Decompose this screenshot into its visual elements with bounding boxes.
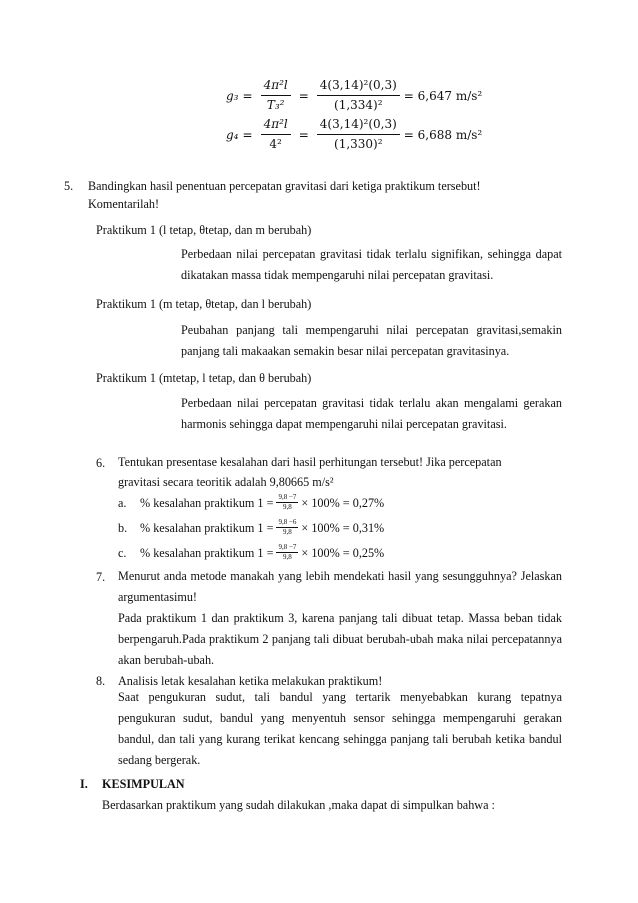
equation-g3: g₃ = $\frac{\text{4π²l}}{\text{T₃²}}$ = $\frac{\text{4(3,14)²(0,3)}}{\text{(1,334)²}}$ = 6,647 m/s²	[226, 78, 483, 112]
eq-g3-den1: T₃²	[266, 98, 285, 112]
q5-praktikum3-body: Perbedaan nilai percepatan gravitasi tidak terlalu akan mengalami gerakan harmonis sehingga dapat mempengaruhi nilai percepatan gravitasi.	[181, 396, 562, 431]
q6-item-a	[118, 492, 384, 514]
q6-number: 6.	[96, 456, 106, 470]
q6-item-den: 9,8	[283, 552, 292, 561]
section-title: KESIMPULAN	[102, 777, 185, 791]
q6-item-num: 9,8 −6	[278, 517, 297, 526]
q5-praktikum1-body: Perbedaan nilai percepatan gravitasi tidak terlalu signifikan, sehingga dapat dikatakan massa tidak mempengaruhi nilai percepatan gravitasi.	[181, 247, 562, 282]
q6-item-c	[118, 542, 384, 564]
q6-item-letter: c.	[118, 545, 127, 560]
eq-g4-den1: 4²	[269, 137, 282, 151]
q5-praktikum2-body: Peubahan panjang tali mempengaruhi nilai percepatan gravitasi,semakin panjang tali makaakan semakin besar nilai percepatan gravitasinya.	[181, 323, 562, 358]
q5-praktikum1-heading: Praktikum 1 (l tetap, θtetap, dan m berubah)	[96, 223, 312, 237]
q5-praktikum2-heading: Praktikum 1 (m tetap, θtetap, dan l berubah)	[96, 297, 312, 311]
eq-g3-result: = 6,647 m/s²	[403, 88, 483, 103]
q5-number: 5.	[64, 179, 74, 193]
q6-item-result: × 100% = 0,27%	[301, 495, 385, 510]
q6-item-label: % kesalahan praktikum 1 =	[140, 545, 274, 560]
q6-item-result: × 100% = 0,25%	[301, 545, 385, 560]
q5-line1: Bandingkan hasil penentuan percepatan gravitasi dari ketiga praktikum tersebut!	[88, 179, 481, 193]
q7-answer: Pada praktikum 1 dan praktikum 3, karena panjang tali dibuat tetap. Massa beban tidak berpengaruh.Pada praktikum 2 panjang tali dibuat berubah-ubah maka nilai percepatannya akan berubah-ubah.	[118, 611, 562, 667]
eq-g3-num2: 4(3,14)²(0,3)	[317, 78, 400, 96]
section-body: Berdasarkan praktikum yang sudah dilakukan ,maka dapat di simpulkan bahwa :	[102, 798, 495, 812]
q8-number: 8.	[96, 674, 106, 688]
q6-item-label: % kesalahan praktikum 1 =	[140, 520, 274, 535]
section-number: I.	[80, 777, 88, 791]
eq-g4-result: = 6,688 m/s²	[403, 127, 483, 142]
q6-item-num: 9,8 −7	[278, 542, 297, 551]
q7-number: 7.	[96, 570, 106, 584]
q6-item-den: 9,8	[283, 502, 292, 511]
eq-g4-lhs: g₄	[226, 127, 239, 142]
q8-question: Analisis letak kesalahan ketika melakukan praktikum!	[118, 674, 383, 688]
q6-text-line1: Tentukan presentase kesalahan dari hasil perhitungan tersebut! Jika percepatan	[118, 455, 502, 469]
q6-item-letter: a.	[118, 495, 127, 510]
q8-answer: Saat pengukuran sudut, tali bandul yang tertarik menyebabkan kurang tepatnya pengukuran sudut, bandul yang menyentuh sensor sehingga mempengaruhi gerakan bandul, dan tali yang kurang terikat kencang sehingga panjang tali berubah ketika bandul sedang bergerak.	[118, 690, 562, 767]
q6-item-label: % kesalahan praktikum 1 =	[140, 495, 274, 510]
eq-g3-lhs: g₃	[226, 88, 239, 103]
q5-praktikum3-heading: Praktikum 1 (mtetap, l tetap, dan θ berubah)	[96, 371, 312, 385]
equation-g4: g₄ = $\frac{\text{4π²l}}{\text{4²}}$ = $\frac{\text{4(3,14)²(0,3)}}{\text{(1,330)²}}$ = 6,688 m/s²	[226, 117, 483, 151]
q6-item-b	[118, 517, 384, 539]
q5-line2: Komentarilah!	[88, 197, 160, 211]
q6-item-letter: b.	[118, 520, 128, 535]
q6-item-result: × 100% = 0,31%	[301, 520, 385, 535]
q6-item-den: 9,8	[283, 527, 292, 536]
eq-g4-num2: 4(3,14)²(0,3)	[317, 117, 400, 135]
q6-item-num: 9,8 −7	[278, 492, 297, 501]
eq-g3-num1: 4π²l	[261, 78, 291, 96]
q6-text-line2: gravitasi secara teoritik adalah 9,80665 m/s²	[118, 475, 334, 489]
eq-g4-den2: (1,330)²	[334, 137, 383, 151]
eq-g4-num1: 4π²l	[261, 117, 291, 135]
eq-g3-den2: (1,334)²	[334, 98, 383, 112]
q7-question: Menurut anda metode manakah yang lebih mendekati hasil yang sesungguhnya? Jelaskan argumentasimu!	[118, 569, 562, 604]
